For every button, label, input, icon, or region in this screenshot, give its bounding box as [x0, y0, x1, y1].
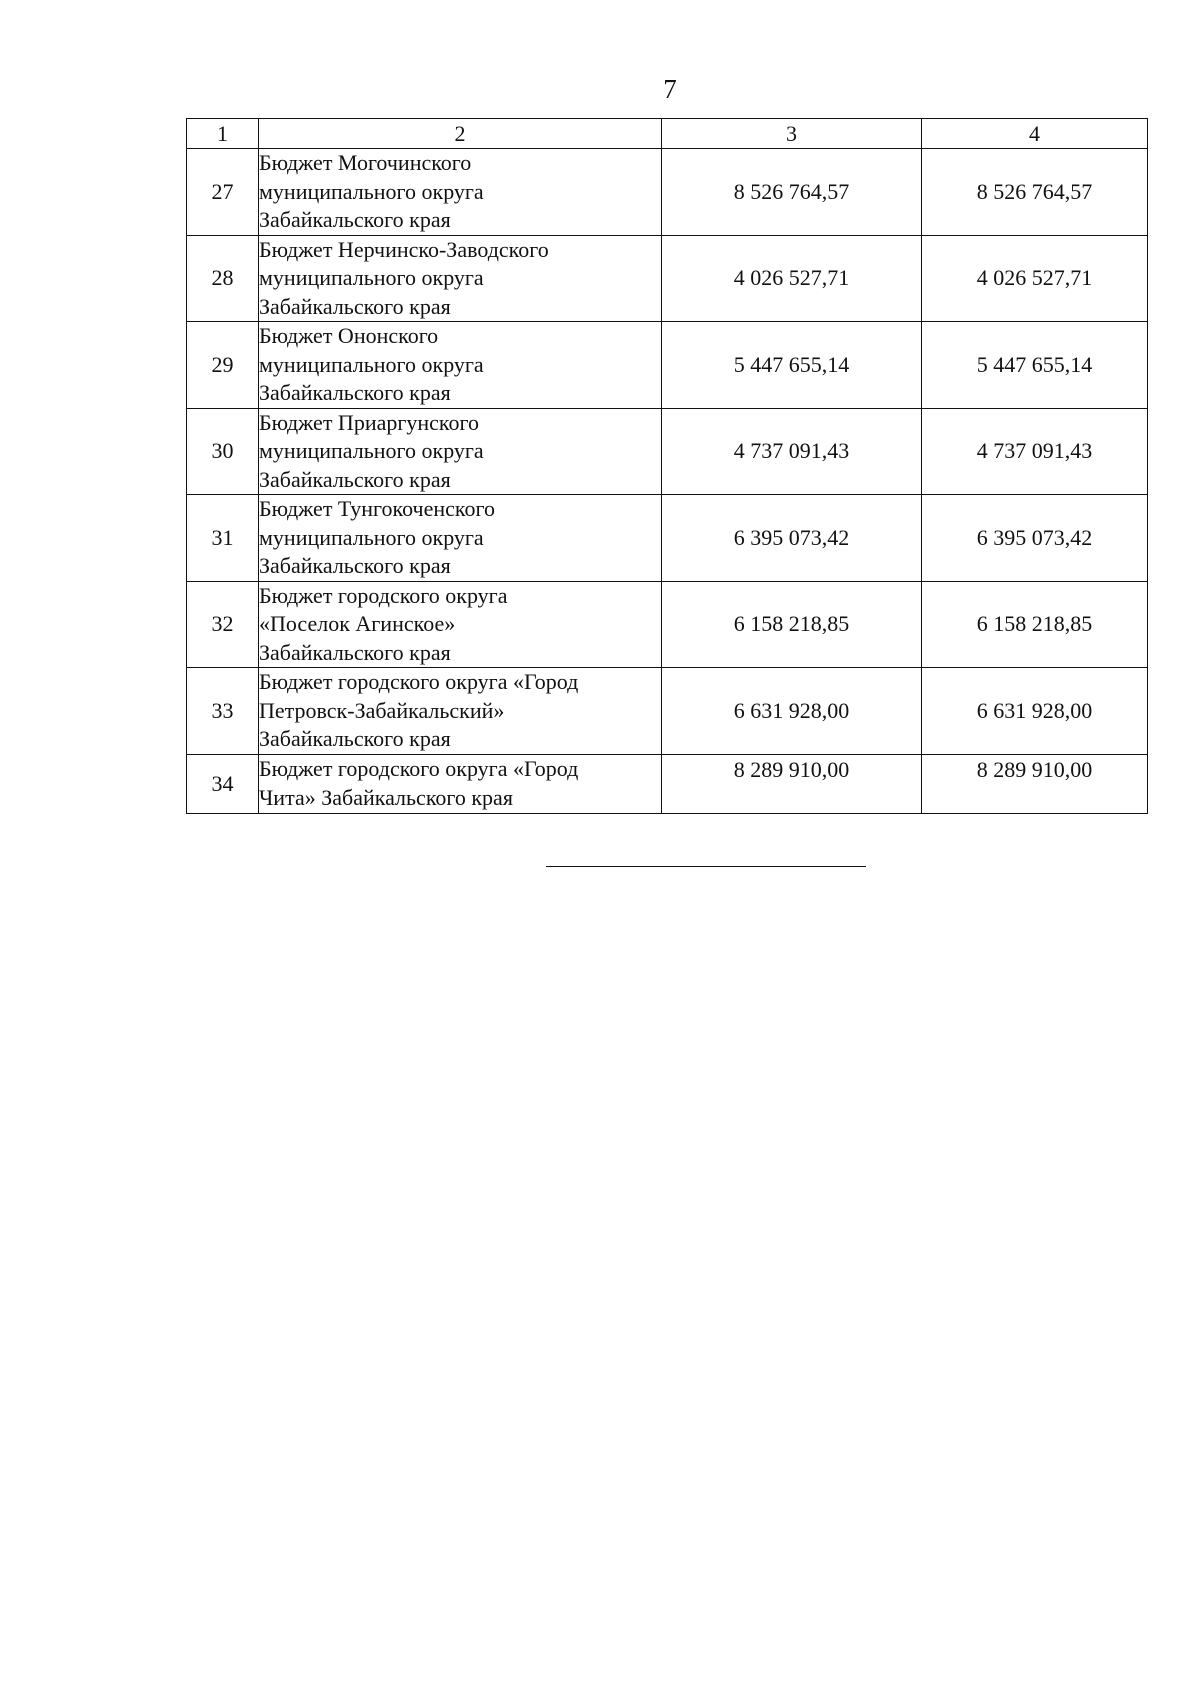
budget-name: Бюджет Тунгокоченского муниципального округа Забайкальского края — [259, 495, 662, 582]
amount-col4: 4 737 091,43 — [922, 408, 1148, 495]
budget-table — [186, 118, 1148, 814]
row-number: 28 — [187, 235, 259, 322]
table-row — [187, 322, 1148, 409]
header-cell: 2 — [259, 119, 662, 149]
table-row — [187, 495, 1148, 582]
page-number: 7 — [663, 74, 677, 104]
header-cell: 1 — [187, 119, 259, 149]
budget-name: Бюджет Могочинского муниципального округа Забайкальского края — [259, 149, 662, 236]
amount-col3: 6 395 073,42 — [662, 495, 922, 582]
budget-name: Бюджет городского округа «Город Чита» Забайкальского края — [259, 754, 662, 813]
table-row — [187, 235, 1148, 322]
amount-col4: 6 395 073,42 — [922, 495, 1148, 582]
amount-col4: 6 158 218,85 — [922, 581, 1148, 668]
end-of-document-line — [546, 866, 866, 867]
table-row — [187, 754, 1148, 813]
row-number: 29 — [187, 322, 259, 409]
amount-col3: 4 026 527,71 — [662, 235, 922, 322]
budget-name: Бюджет Ононского муниципального округа Забайкальского края — [259, 322, 662, 409]
budget-name: Бюджет Приаргунского муниципального округа Забайкальского края — [259, 408, 662, 495]
row-number: 27 — [187, 149, 259, 236]
amount-col3: 8 526 764,57 — [662, 149, 922, 236]
amount-col4: 8 289 910,00 — [922, 754, 1148, 813]
row-number: 31 — [187, 495, 259, 582]
row-number: 32 — [187, 581, 259, 668]
table-row — [187, 668, 1148, 755]
table-row — [187, 408, 1148, 495]
row-number: 34 — [187, 754, 259, 813]
amount-col4: 6 631 928,00 — [922, 668, 1148, 755]
table-row — [187, 581, 1148, 668]
header-cell: 3 — [662, 119, 922, 149]
table-header-row — [187, 119, 1148, 149]
row-number: 33 — [187, 668, 259, 755]
table-row — [187, 149, 1148, 236]
amount-col4: 8 526 764,57 — [922, 149, 1148, 236]
budget-name: Бюджет Нерчинско-Заводского муниципального округа Забайкальского края — [259, 235, 662, 322]
row-number: 30 — [187, 408, 259, 495]
amount-col3: 6 158 218,85 — [662, 581, 922, 668]
amount-col3: 4 737 091,43 — [662, 408, 922, 495]
amount-col3: 6 631 928,00 — [662, 668, 922, 755]
amount-col3: 8 289 910,00 — [662, 754, 922, 813]
budget-name: Бюджет городского округа «Поселок Агинское» Забайкальского края — [259, 581, 662, 668]
budget-name: Бюджет городского округа «Город Петровск-Забайкальский» Забайкальского края — [259, 668, 662, 755]
amount-col3: 5 447 655,14 — [662, 322, 922, 409]
header-cell: 4 — [922, 119, 1148, 149]
amount-col4: 5 447 655,14 — [922, 322, 1148, 409]
amount-col4: 4 026 527,71 — [922, 235, 1148, 322]
